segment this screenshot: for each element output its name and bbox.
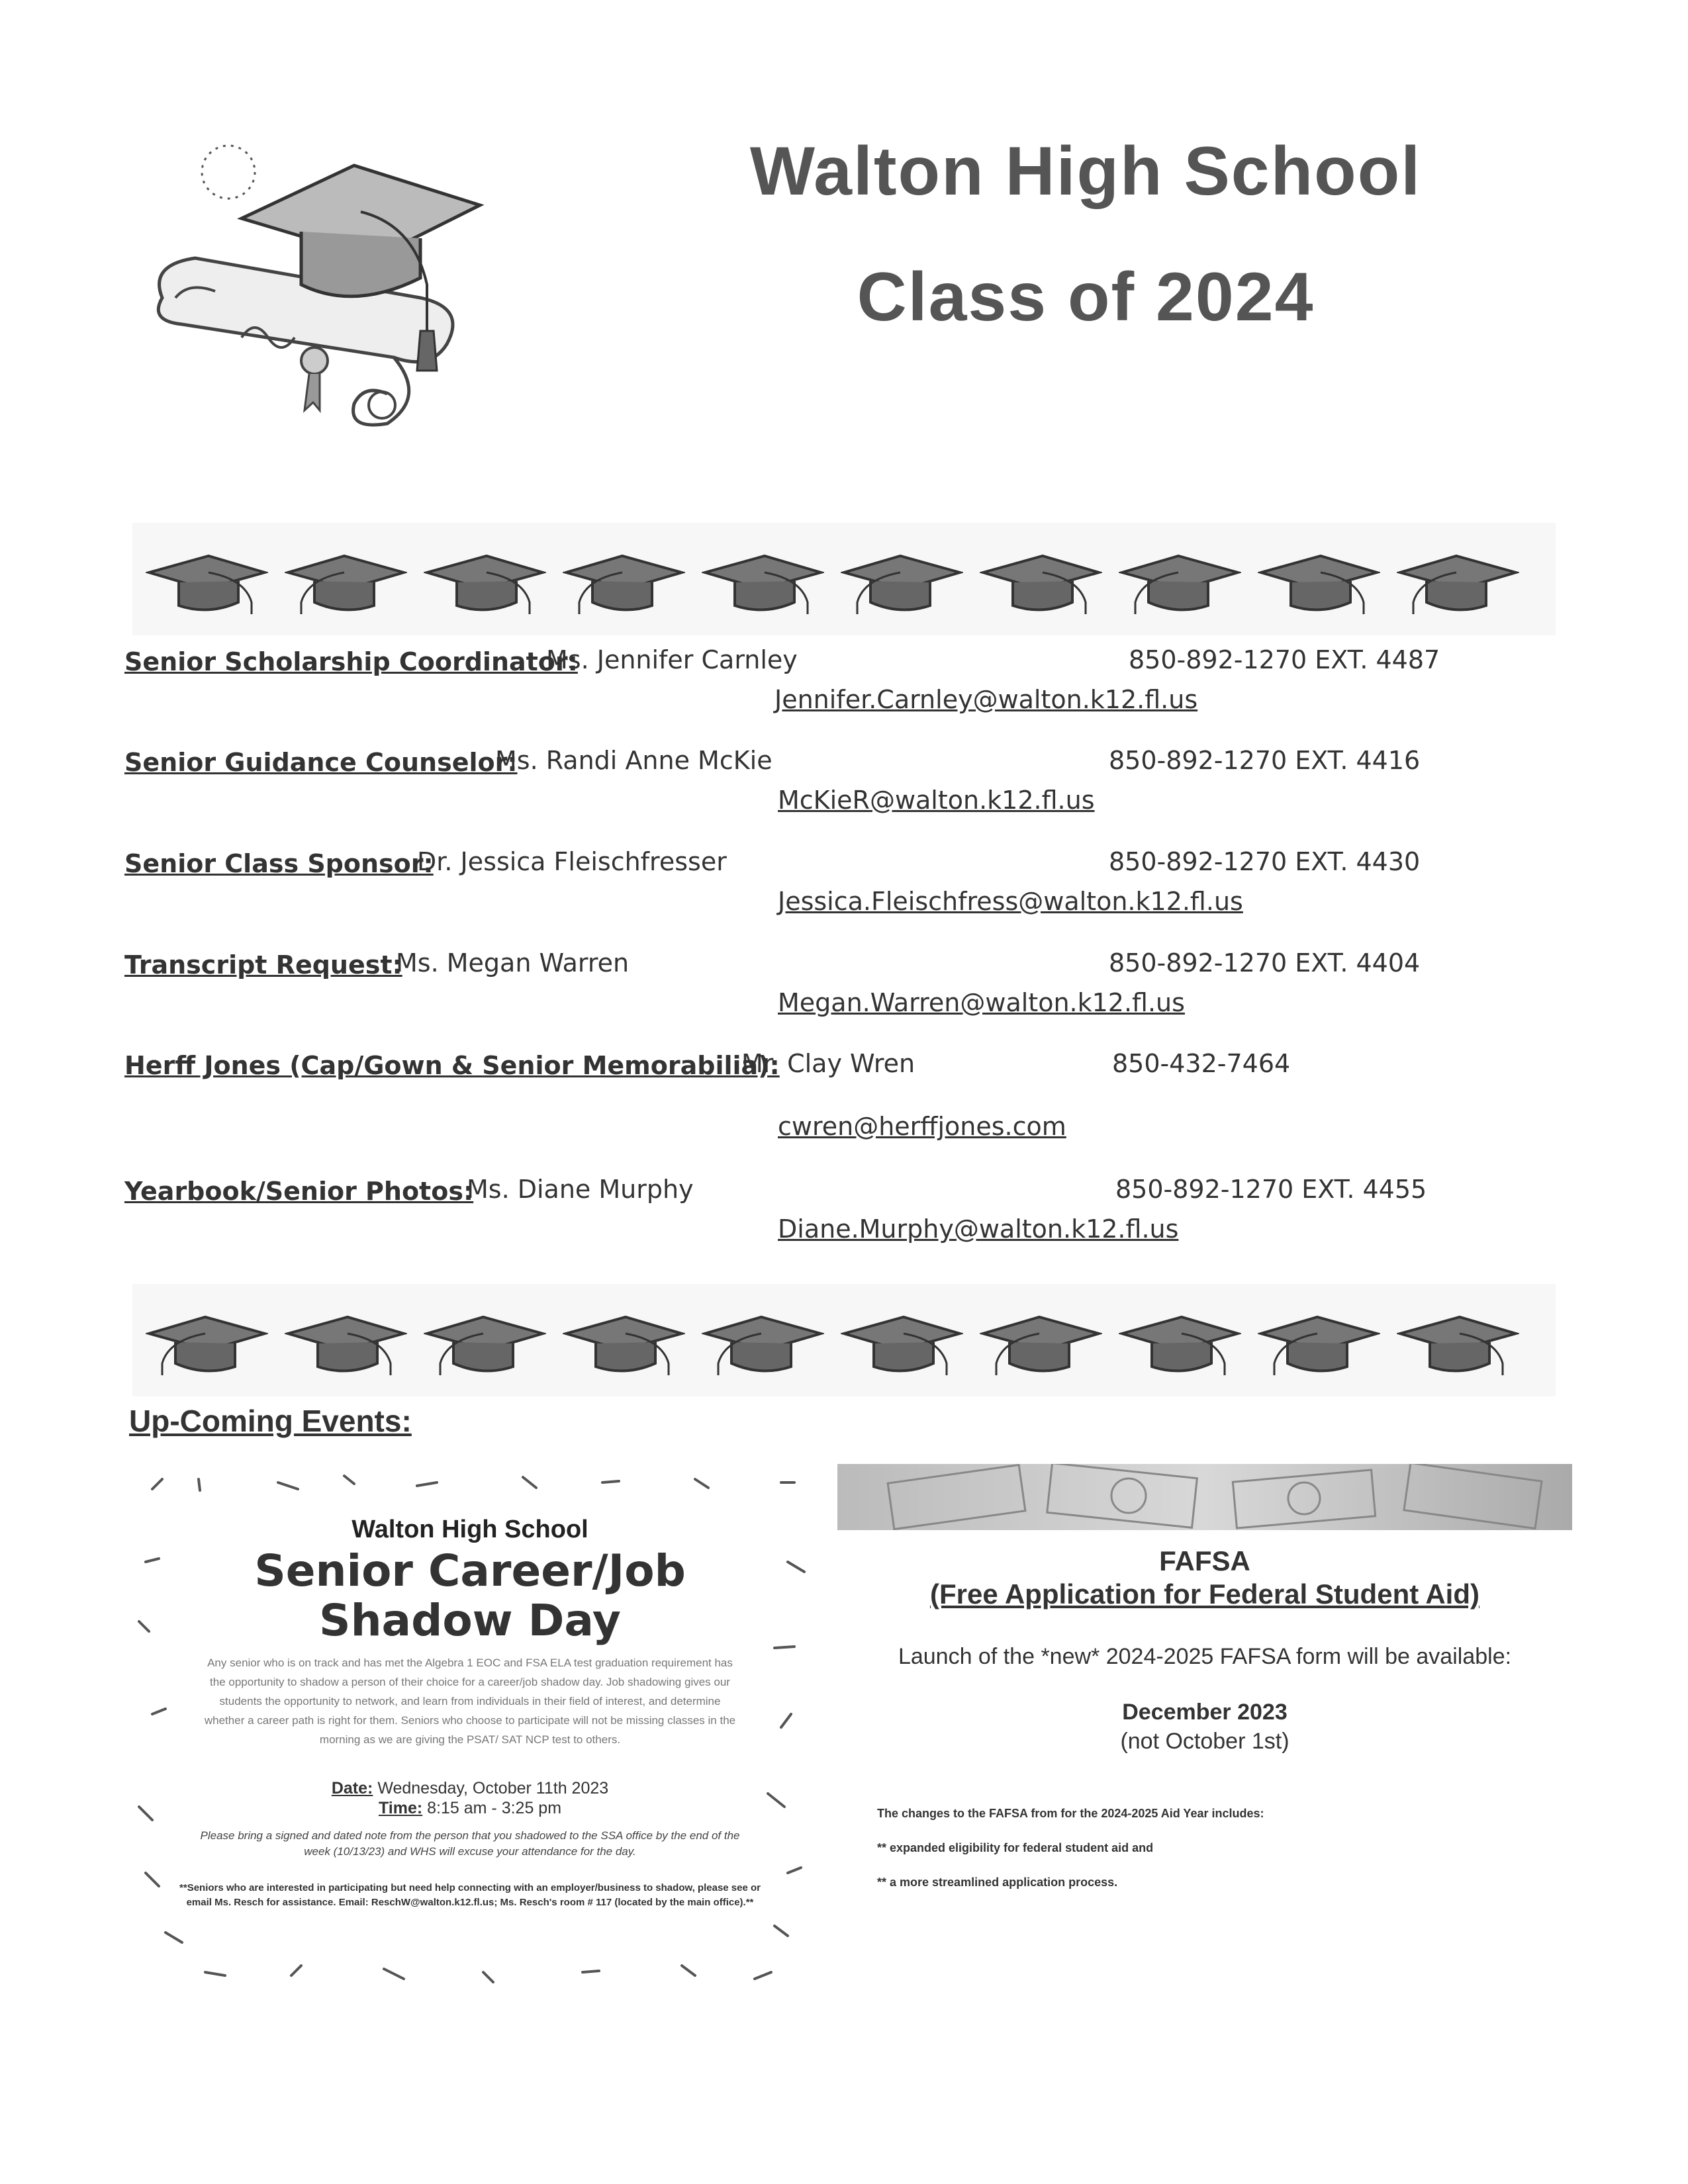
contact-name-scholarship: Ms. Jennifer Carnley: [546, 645, 798, 674]
graduation-cap-icon: [424, 536, 546, 622]
graduation-cap-icon: [980, 1297, 1102, 1383]
graduation-cap-icon: [1258, 536, 1380, 622]
graduation-cap-icon: [1119, 1297, 1241, 1383]
flyer-contact-info: **Seniors who are interested in participating but need help connecting with an employer/business to shadow, please see or email Ms. Resch for assistance. Email: ReschW@walton.k12.fl.us; Ms. Resch's room # 117 (located by the main office).**: [179, 1882, 761, 1908]
contact-label-sponsor: Senior Class Sponsor:: [124, 849, 434, 878]
graduation-cap-icon: [146, 536, 268, 622]
contact-phone-transcript: 850-892-1270 EXT. 4404: [1109, 948, 1421, 978]
graduation-cap-icon: [424, 1297, 546, 1383]
graduation-cap-icon: [285, 536, 407, 622]
contact-name-sponsor: Dr. Jessica Fleischfresser: [417, 847, 727, 876]
contact-phone-scholarship: 850-892-1270 EXT. 4487: [1129, 645, 1440, 674]
contact-phone-yearbook: 850-892-1270 EXT. 4455: [1115, 1175, 1427, 1204]
contact-email-herff-jones[interactable]: cwren@herffjones.com: [778, 1112, 1066, 1141]
flyer-title-line2: Shadow Day: [319, 1595, 621, 1646]
job-shadow-flyer: [126, 1463, 814, 1992]
flyer-date-row: [126, 1779, 814, 1798]
graduation-cap-icon: [563, 1297, 685, 1383]
fafsa-launch-month: December 2023: [1122, 1700, 1288, 1725]
flyer-description: Any senior who is on track and has met the Algebra 1 EOC and FSA ELA test graduation requirement has the opportunity to shadow a person of their choice for a career/job shadow day. Job shadowing gives our students the opportunity to network, and learn from individuals in their field of interest, and determine whether a career path is right for them. Seniors who choose to participate will not be missing classes in the morning as we are giving the PSAT/ SAT NCP test to others.: [204, 1657, 736, 1746]
flyer-title-line1: Senior Career/Job: [254, 1545, 686, 1596]
class-year-title: Class of 2024: [857, 259, 1315, 336]
graduation-cap-icon: [563, 536, 685, 622]
graduation-cap-icon: [702, 536, 824, 622]
graduation-cap-icon: [702, 1297, 824, 1383]
graduation-cap-diploma-icon: [136, 132, 546, 443]
money-banner-icon: [837, 1464, 1572, 1530]
contact-label-yearbook: Yearbook/Senior Photos:: [124, 1177, 474, 1206]
fafsa-full-name: (Free Application for Federal Student Aid): [930, 1578, 1479, 1610]
fafsa-bullet-eligibility: ** expanded eligibility for federal student aid and: [877, 1841, 1154, 1854]
graduation-cap-band-bottom: [132, 1284, 1556, 1396]
graduation-cap-icon: [1397, 1297, 1519, 1383]
flyer-school-name: Walton High School: [352, 1516, 588, 1543]
contact-phone-herff-jones: 850-432-7464: [1112, 1049, 1291, 1078]
contact-name-yearbook: Ms. Diane Murphy: [467, 1175, 694, 1204]
contact-name-counselor: Ms. Randi Anne McKie: [495, 746, 773, 775]
contact-email-counselor[interactable]: McKieR@walton.k12.fl.us: [778, 786, 1095, 815]
flyer-note: Please bring a signed and dated note from the person that you shadowed to the SSA office by the end of the week (10/13/23) and WHS will excuse your attendance for the day.: [200, 1829, 740, 1858]
contact-email-scholarship[interactable]: Jennifer.Carnley@walton.k12.fl.us: [774, 685, 1198, 714]
contact-name-herff-jones: Mr. Clay Wren: [741, 1049, 915, 1078]
contact-name-transcript: Ms. Megan Warren: [396, 948, 630, 978]
fafsa-changes-intro: The changes to the FAFSA from for the 2024-2025 Aid Year includes:: [877, 1807, 1264, 1820]
graduation-cap-icon: [980, 536, 1102, 622]
flyer-time-value: 8:15 am - 3:25 pm: [427, 1799, 562, 1817]
graduation-cap-icon: [1258, 1297, 1380, 1383]
flyer-time-label: Time:: [378, 1799, 423, 1817]
contact-email-transcript[interactable]: Megan.Warren@walton.k12.fl.us: [778, 988, 1185, 1017]
graduation-cap-icon: [841, 536, 963, 622]
contact-label-herff-jones: Herff Jones (Cap/Gown & Senior Memorabilia):: [124, 1051, 780, 1080]
fafsa-title: FAFSA: [1159, 1545, 1250, 1576]
fafsa-bullet-streamlined: ** a more streamlined application process.: [877, 1876, 1118, 1889]
contact-label-counselor: Senior Guidance Counselor:: [124, 748, 518, 777]
contact-phone-sponsor: 850-892-1270 EXT. 4430: [1109, 847, 1421, 876]
flyer-time-row: [126, 1799, 814, 1818]
fafsa-not-october: (not October 1st): [1120, 1729, 1289, 1754]
upcoming-events-heading: Up-Coming Events:: [129, 1404, 412, 1438]
flyer-date-value: Wednesday, October 11th 2023: [377, 1779, 609, 1797]
contact-label-scholarship: Senior Scholarship Coordinator:: [124, 647, 578, 676]
graduation-cap-icon: [841, 1297, 963, 1383]
flyer-date-label: Date:: [331, 1779, 373, 1797]
contact-email-sponsor[interactable]: Jessica.Fleischfress@walton.k12.fl.us: [778, 887, 1243, 916]
contact-label-transcript: Transcript Request:: [124, 950, 402, 979]
fafsa-launch-text: Launch of the *new* 2024-2025 FAFSA form will be available:: [898, 1644, 1512, 1669]
graduation-cap-band-top: [132, 523, 1556, 635]
contact-email-yearbook[interactable]: Diane.Murphy@walton.k12.fl.us: [778, 1214, 1179, 1244]
contact-phone-counselor: 850-892-1270 EXT. 4416: [1109, 746, 1421, 775]
graduation-cap-icon: [285, 1297, 407, 1383]
graduation-cap-icon: [1119, 536, 1241, 622]
school-title: Walton High School: [749, 133, 1422, 210]
graduation-cap-icon: [146, 1297, 268, 1383]
graduation-cap-icon: [1397, 536, 1519, 622]
